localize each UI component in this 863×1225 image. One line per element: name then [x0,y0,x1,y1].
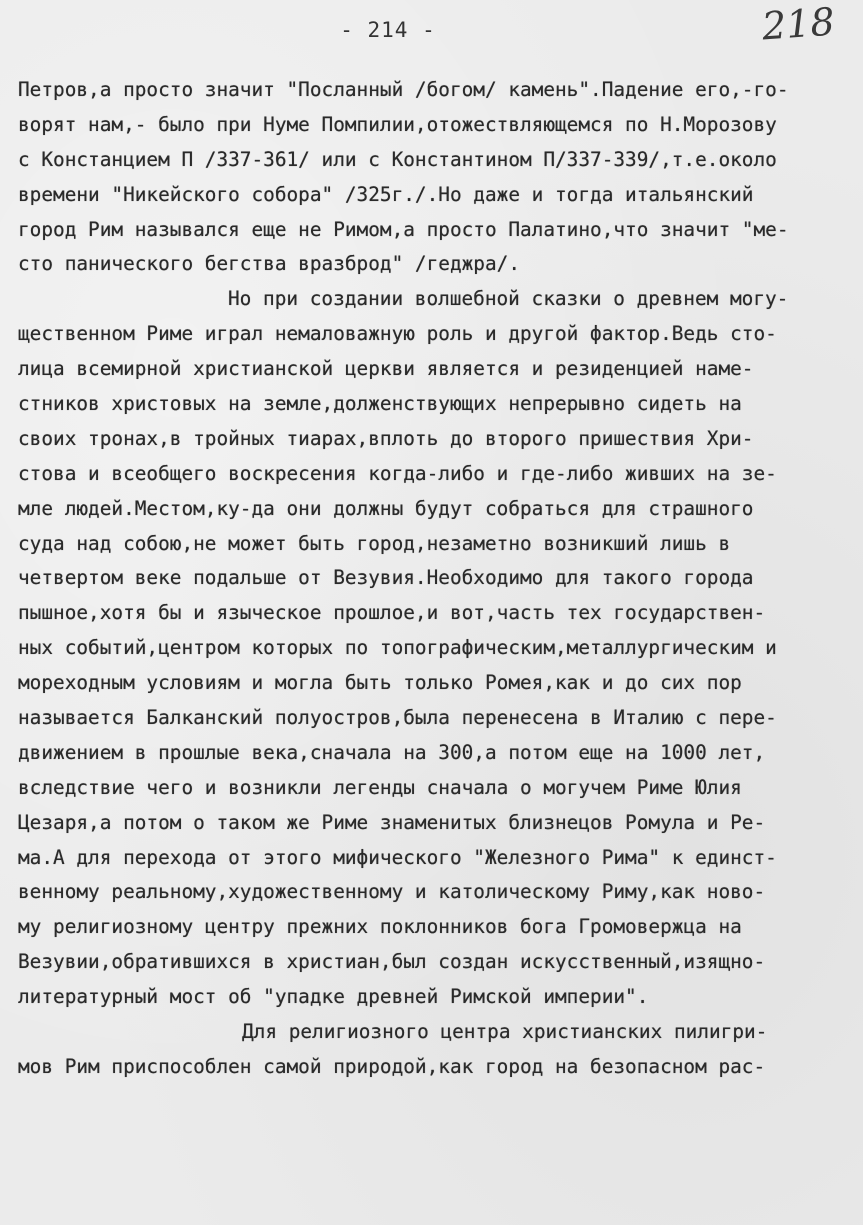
text-line: сто панического бегства вразброд" /геджра/. [18,252,520,276]
text-line: ных событий,центром которых по топографическим,металлургическим и [18,636,777,660]
text-line: лица всемирной христианской церкви является и резиденцией наме- [18,357,754,381]
text-line: движением в прошлые века,сначала на 300,а потом еще на 1000 лет, [18,740,766,764]
text-line: суда над собою,не может быть город,незаметно возникший лишь в [18,531,731,555]
paragraph-start-line: Но при создании волшебной сказки о древнем могу- [228,287,789,311]
handwritten-archive-number: 218 [760,0,836,49]
paragraph-start-line: Для религиозного центра христианских пилигри- [242,1020,768,1044]
text-line: времени "Никейского собора" /325г./.Но даже и тогда итальянский [18,182,754,206]
text-line: мле людей.Местом,ку-да они должны будут собраться для страшного [18,496,754,520]
text-line: ворят нам,- было при Нуме Помпилии,отожествляющемся по Н.Морозову [18,112,777,136]
text-line: Петров,а просто значит "Посланный /богом/ камень".Падение его,-го- [18,78,789,101]
text-line: стников христовых на земле,долженствующих непрерывно сидеть на [18,392,742,416]
text-line: литературный мост об "упадке древней Римской империи". [18,985,649,1009]
text-line: четвертом веке подальше от Везувия.Необходимо для такого города [18,566,754,590]
text-line: стова и всеобщего воскресения когда-либо и где-либо живших на зе- [18,461,777,485]
text-line: называется Балканский полуостров,была перенесена в Италию с пере- [18,706,777,730]
text-line: пышное,хотя бы и языческое прошлое,и вот,часть тех государствен- [18,601,766,625]
text-line: с Констанцием П /337-361/ или с Константином П/337-339/,т.е.около [18,147,777,171]
text-line: Везувии,обратившихся в христиан,был создан искусственный,изящно- [18,950,766,974]
text-line: венному реальному,художественному и католическому Риму,как ново- [18,880,766,904]
page-number: - 214 - [340,18,436,42]
text-line: му религиозному центру прежних поклонников бога Громовержца на [18,915,742,939]
text-line: вследствие чего и возникли легенды сначала о могучем Риме Юлия [18,775,742,799]
text-line: мореходным условиям и могла быть только Ромея,как и до сих пор [18,671,742,695]
text-line: ма.А для перехода от этого мифического "Железного Рима" к единст- [18,845,777,869]
text-line: Цезаря,а потом о таком же Риме знаменитых близнецов Ромула и Ре- [18,810,766,834]
text-line: мов Рим приспособлен самой природой,как город на безопасном рас- [18,1054,766,1078]
text-line: щественном Риме играл немаловажную роль и другой фактор.Ведь сто- [18,322,777,346]
text-line: город Рим назывался еще не Римом,а просто Палатино,что значит "ме- [18,217,789,241]
page-text [18,73,863,1085]
text-line: своих тронах,в тройных тиарах,вплоть до второго пришествия Хри- [18,426,754,450]
